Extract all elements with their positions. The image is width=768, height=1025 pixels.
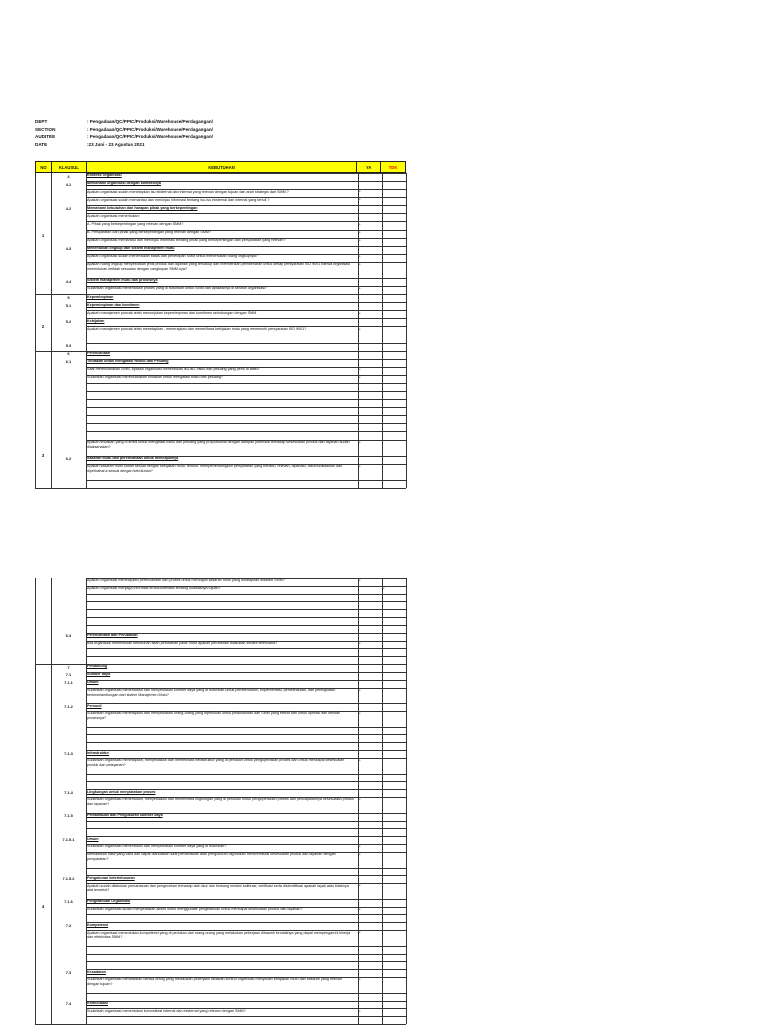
clause-number: 5.3 (65, 343, 72, 349)
clause-number: 6.1 (65, 359, 72, 365)
column-divider (51, 173, 52, 488)
clause-number: 7 (67, 664, 70, 670)
ya-mark: * (359, 286, 361, 292)
section-number: 3 (41, 453, 45, 459)
clause-title: Pendukung (87, 664, 108, 669)
row-divider (86, 1016, 406, 1017)
ya-mark: * (359, 326, 361, 332)
clause-title: Pengetahuan Organisasi (87, 899, 131, 904)
section-number: 2 (41, 324, 45, 330)
clause-number: 6 (67, 351, 70, 357)
clause-title: Lingkungan untuk menjalankan proses (87, 789, 156, 794)
audit-info (35, 118, 213, 148)
clause-title: Pengukuran ketertelusuran (87, 875, 135, 880)
clause-title: Perencanaan dan Perubahan (87, 633, 138, 638)
ya-mark: * (359, 977, 361, 983)
row-divider (86, 914, 406, 915)
row-divider (86, 742, 406, 743)
clause-title: Menentukan lingkup dari sistem manajemen mutu (87, 246, 175, 251)
ya-mark: * (359, 687, 361, 693)
clause-number: 7.1.3 (64, 750, 73, 756)
requirement-text: B. Persyaratan dari pihak yang berkepentingan yang relevan dengan SMM? (87, 229, 212, 234)
requirement-text: Apakah organisasi memantau dan meninjau informasi tentang pihak yang berkepentingan dan persyaratan yang relevan? (87, 238, 286, 242)
clause-title: Sasaran mutu dan perencanaan untuk mencapainya (87, 456, 179, 461)
section-number: 1 (41, 232, 45, 238)
requirement-text: Sudahkah organisasi memastikan bahwa orang yang melakukan pekerjaan dibawah kontrol organisasi menyadari kebijakan mutu dan sasaran yang relevan dengan tujuan? (87, 977, 343, 987)
clause-number: 4.3 (65, 246, 72, 252)
clause-title: Memahami kebutuhan dan harapan pihak yang berkepentingan (87, 205, 198, 210)
ya-mark: * (359, 262, 361, 268)
clause-title: Umum (87, 836, 99, 841)
requirement-text: Apakah organisasi sudah menetapkan isu eksternal dan internal yang relevan dengan tujuan dan arah strategis dari SMM ? (87, 189, 289, 194)
clause-number: 6.3 (65, 633, 72, 639)
clause-title: Kompetensi (87, 922, 109, 927)
auditee-row (35, 133, 213, 141)
ya-mark: * (359, 375, 361, 381)
row-divider (86, 480, 406, 481)
requirement-text: Sudahkah organisasi menentukan dan menyediakan sumber daya yang di butuhkan untuk pembentukan, implementasi, pemeliharaan, dan peningkatan berkesinambungan dari sistem Manajemen Mutu? (87, 687, 336, 697)
clause-title: Kepemimpinan (87, 294, 114, 299)
clause-number: 7.3 (65, 969, 72, 975)
row-divider (86, 625, 406, 626)
clause-title: Sistem manajemen mutu dan prosesnya (87, 278, 158, 283)
dept-label: DEPT (35, 119, 48, 124)
requirement-text: Saat merencanakan SMM, apakah organisasi menentukan isu-isu, risiko dan peluang yang perlu di atasi? (87, 367, 260, 372)
date-label: DATE (35, 141, 48, 147)
requirement-text: Apakah organisasi menjaga informasi terdokumentasi tentang kualitasnya tujuan? (87, 586, 221, 591)
clause-title: Sumber daya (87, 672, 111, 677)
ya-mark: * (359, 189, 361, 195)
clause-number: 4.4 (65, 278, 72, 284)
section-value: : Pengadaan/QC/PPIC/Produksi/Warehouse/Perdagangan/ (87, 126, 213, 132)
auditee-value: : Pengadaan/QC/PPIC/Produksi/Warehouse/Perdagangan/ (87, 134, 213, 140)
clause-title: Umum (87, 680, 99, 685)
requirement-text: Apakah organisasi sudah memantau dan meninjau informasi tentang isu-isu eksternal dan internal yang tertuli ? (87, 197, 270, 202)
date-value: :23 Juni - 23 Agustus 2021 (87, 141, 145, 147)
clause-number: 4 (67, 173, 70, 179)
ya-mark: * (359, 463, 361, 469)
clause-number: 7.2 (65, 922, 72, 928)
requirement-text: Sudahkah organisasi sudah menyediakan akses untuk menggudate pengetahuan untuk mencapai kesesuaian produk dan layanan? (87, 907, 303, 912)
column-divider (35, 578, 36, 1024)
ya-mark: * (359, 578, 361, 584)
clause-number: 5 (67, 294, 70, 300)
row-divider (86, 391, 406, 392)
table-header (35, 161, 406, 173)
row-divider (86, 609, 406, 610)
header-no: NO (36, 162, 52, 172)
row-divider (86, 774, 406, 775)
row-divider (86, 821, 406, 822)
requirement-text: Apakah organisasi sudah menentukan batas dan penerapan SMM untuk menentukan ruang lingkupnya? (87, 254, 258, 259)
requirement-text: Sudahkan organisasi menentukan proses yang di butuhkan untuk SMM dan aplikasinya di seluruh organisasi? (87, 286, 267, 291)
clause-title: Konteks Organisasi (87, 173, 122, 178)
requirement-text: Apakah tindakan yang di ambil untuk mengatasi risiko dan peluang yang proporsional dengan dampak potensial terhadap kesesuaian produk dan layanan sudah dilaksanakan? (87, 439, 350, 449)
clause-number: 7.1.5.1 (62, 836, 75, 842)
row-divider (86, 423, 406, 424)
requirement-text: Bila organisasi menentukan kebutuhan akan perubahan pada SMM apakah perubahan dilakukan secara terencana? (87, 640, 278, 645)
header-kebutuhan: KEBUTUHAN (87, 162, 358, 172)
clause-number: 7.1.1 (64, 680, 73, 686)
checklist-body (35, 173, 406, 488)
header-klausul: KLAUSUL (52, 162, 87, 172)
clause-title: Perencanaan (87, 351, 110, 356)
row-divider (86, 415, 406, 416)
ya-mark: * (359, 758, 361, 764)
row-divider (86, 727, 406, 728)
clause-title: Infrastruktur (87, 750, 109, 755)
ya-mark: * (359, 711, 361, 717)
header-tdk: TDK (388, 164, 398, 170)
section-number: 4 (41, 903, 45, 909)
ya-mark: * (359, 883, 361, 889)
row-divider (86, 734, 406, 735)
ya-mark: * (359, 852, 361, 858)
row-divider (86, 656, 406, 657)
clause-number: 7.1.5 (64, 813, 73, 819)
tdk-mark: * (383, 586, 385, 592)
row-divider (86, 993, 406, 994)
section-label: SECTION (35, 126, 56, 132)
row-divider (35, 488, 406, 489)
ya-mark: * (359, 640, 361, 646)
requirement-text: Apakah ruang lingkup menyebutkan jenis produk dan layanan yang tercakup dan memberikan pembenaran untuk setiap persyaratan ISO 9001 bahwa organisasi menentukan ketidak sesuaian dengan cangkupan SMM-nya? (87, 262, 351, 271)
requirement-text: Sudahkah organisasi menentukan komunikasi internal dan eksternal yang relevan dengan SMM? (87, 1008, 246, 1013)
requirement-text: A. Pihak yang berkepentingan yang relevan dengan SMM? (87, 221, 184, 226)
dept-row (35, 118, 213, 126)
ya-mark: * (359, 310, 361, 316)
row-divider (86, 828, 406, 829)
ya-mark: * (359, 844, 361, 850)
clause-number: 7.4 (65, 1001, 72, 1007)
column-divider (406, 578, 407, 1024)
clause-number: 7.1.5.2 (62, 875, 75, 881)
row-divider (86, 781, 406, 782)
column-divider (382, 578, 383, 1024)
row-divider (86, 946, 406, 947)
clause-title: Pemantauan dan Pengukuran sumber daya (87, 813, 163, 818)
row-divider (86, 594, 406, 595)
row-divider (86, 407, 406, 408)
clause-number: 4.1 (65, 181, 72, 187)
ya-mark: * (359, 367, 361, 373)
row-divider (86, 399, 406, 400)
ya-mark: * (359, 439, 361, 445)
section-row (35, 126, 213, 134)
clause-title: Komunikasi (87, 1000, 108, 1005)
ya-mark: * (359, 221, 361, 227)
column-divider (51, 578, 52, 1024)
ya-mark: * (359, 1008, 361, 1014)
clause-number: 5.1 (65, 302, 72, 308)
ya-mark: * (359, 197, 361, 203)
ya-mark: * (359, 253, 361, 259)
clause-title: Kepemimpinan dan komitmen (87, 302, 140, 307)
clause-number: 7.1 (65, 672, 72, 678)
dept-value: : Pengadaan/QC/PPIC/Produksi/Warehouse/Perdagangan/ (87, 119, 213, 124)
requirement-text: Sudahkah organisasi menetapkan, menyediakan dan memelihara infrastruktur yang di perlukan untuk pengoperasian proses dan untuk mencapai kesesuaian produk dan pelayanan? (87, 758, 345, 767)
ya-mark: * (359, 797, 361, 803)
column-divider (35, 173, 36, 488)
requirement-text: Sudahkan organisasi menentukan dan menyediakan sumber daya yang di butuhkan? (87, 844, 227, 849)
column-divider (382, 173, 383, 488)
clause-number: 6.2 (65, 456, 72, 462)
ya-mark: * (359, 229, 361, 235)
row-divider (86, 601, 406, 602)
ya-mark: * (359, 930, 361, 936)
clause-title: Kesadaran (87, 969, 106, 974)
clause-number: 7.1.6 (64, 899, 73, 905)
ya-mark: * (359, 906, 361, 912)
row-divider (86, 383, 406, 384)
row-divider (86, 961, 406, 962)
requirement-text: Sudahkan organisasi merencanakan tindakan untuk mengatasi risiko dan peluang? (87, 375, 223, 380)
clause-number: 4.2 (65, 205, 72, 211)
row-divider (86, 954, 406, 955)
clause-title: Personil (87, 703, 102, 708)
clause-title: Tindakan untuk mengatasi Risiko dan Peluang (87, 359, 169, 364)
checklist-page-2 (35, 578, 406, 1024)
clause-number: 5.2 (65, 318, 72, 324)
row-divider (86, 431, 406, 432)
clause-title: Kebijakan (87, 318, 105, 323)
requirement-text: Apakah organisasi menentukan: (87, 213, 140, 218)
requirement-text: Sudahkah organisasi menentukan, menyediakan dan memelihara lingkungan yang di perlukan untuk pengoperasian proses dan pencapaiannya kesesuaian produk dan layanan? (87, 797, 354, 807)
row-divider (86, 648, 406, 649)
row-divider (86, 868, 406, 869)
auditee-label: AUDITEE (35, 134, 56, 140)
row-divider (86, 343, 406, 344)
clause-title: Memahami organisasi dengan konteksnya (87, 181, 161, 186)
row-divider (86, 617, 406, 618)
header-ya: YA (357, 162, 381, 172)
checklist-page-1 (35, 161, 406, 488)
requirement-text: Memastikan hasil yang valid dan dapat diandalkan saat pemantauan atau pengukuran digunakan memverifikasi kesesuaian produk dan layanan dengan persyaratan? (87, 852, 336, 861)
requirement-text: Sudahkah organisasi menetapkan dan menyediakan orang-orang yang diperlukan untuk pelaksanaan dari SMM yang efektif dan untuk operasi dan kendali prosesnya? (87, 711, 340, 720)
column-divider (406, 173, 407, 488)
requirement-text: Apakah sasaran mutu sudah sesuai dengan kebijakan mutu, terukur, mempertimbangkan persyaratan yang berlaku, relevan, dipantau, dikomunikasikan dan diperbaharui sesuai dengan kebutuhan? (87, 464, 343, 473)
requirement-text: Apakah manajemen puncak telah menetapkan , menerapkan dan memelihara kebijakan mutu yang memenuhi persyaratan ISO 9001? (87, 326, 307, 331)
clause-number: 7.1.4 (64, 789, 73, 795)
requirement-text: Apakah sudah dilakukan pemantauan dan pengecekan terhadap alat ukur dan timbang melalui kalibrasi, verifikasi serta diidentifikasi apakah layak atau tidaknya alat tersebut? (87, 883, 349, 893)
date-row (35, 141, 213, 149)
clause-number: 7.1.2 (64, 703, 73, 709)
requirement-text: Apakah organisasi menentukan kompetensi yang di perlukan dari orang-orang yang melakukan pekerjaan dibawah kendalinya yang dapat mempengaruhi kinerja dan efektivitas SMM? (87, 930, 351, 940)
checklist-body (35, 578, 406, 1024)
requirement-text: Apakah manajemen puncak telah menunjukan kepemimpinan dan komitmen sehubungan dengan SMM (87, 310, 257, 315)
requirement-text: Apakah organisasi menetapkan perencanaan dan proses untuk mencapai sasaran mutu yang diharapkan didalam SMM? (87, 578, 285, 583)
ya-mark: * (359, 237, 361, 243)
